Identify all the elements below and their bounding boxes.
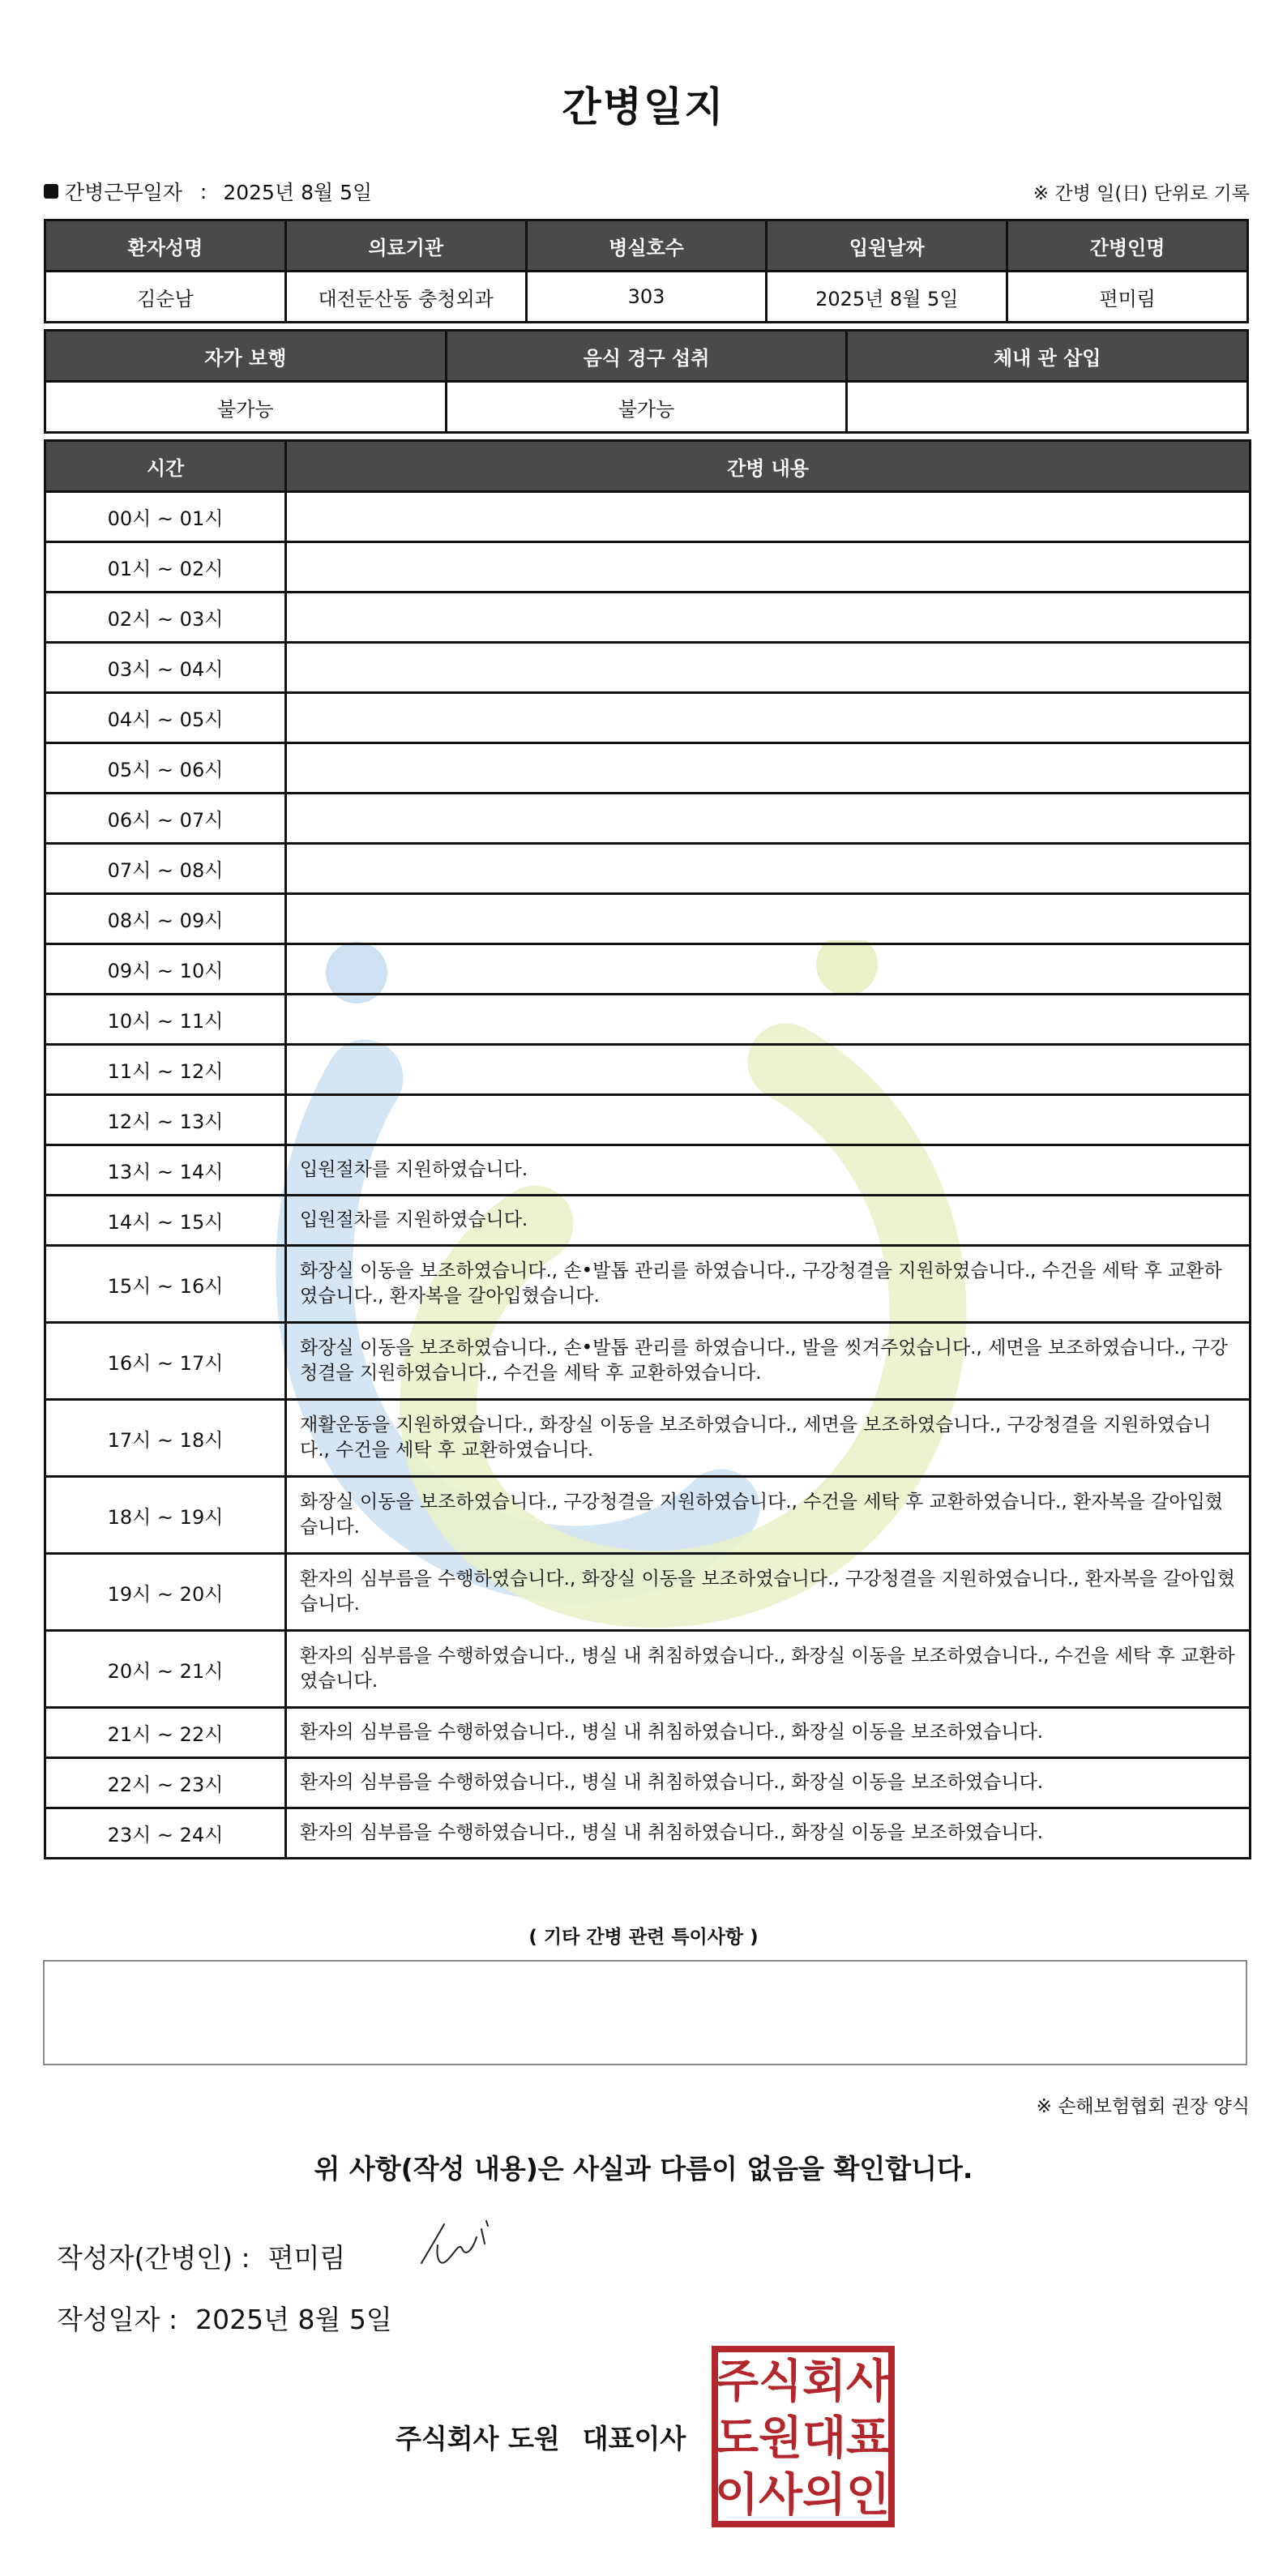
- log-time-cell: 23시 ~ 24시: [45, 1808, 286, 1859]
- log-time-cell: 22시 ~ 23시: [45, 1758, 286, 1808]
- written-date-line: [57, 2299, 392, 2337]
- log-time-cell: 01시 ~ 02시: [45, 542, 286, 593]
- work-date-value: 2025년 8월 5일: [223, 181, 373, 204]
- table-row: [45, 1045, 1251, 1095]
- table-row: [45, 995, 1251, 1045]
- seal-character: 대: [802, 2412, 847, 2465]
- log-content-cell: 화장실 이동을 보조하였습니다., 구강청결을 지원하였습니다., 수건을 세탁 후 교환하였습니다., 환자복을 갈아입혔습니다.: [286, 1477, 1251, 1554]
- table-row: [45, 1708, 1251, 1758]
- table-row: [45, 1758, 1251, 1808]
- room-number: 303: [526, 272, 767, 323]
- log-content-cell: [286, 542, 1251, 593]
- seal-character: 도: [714, 2412, 759, 2465]
- company-ceo-title: 대표이사: [582, 2423, 686, 2454]
- log-content-cell: [286, 894, 1251, 944]
- log-content-cell: [286, 794, 1251, 844]
- log-content-cell: [286, 1095, 1251, 1145]
- log-content-cell: 재활운동을 지원하였습니다., 화장실 이동을 보조하였습니다., 세면을 보조하였습니다., 구강청결을 지원하였습니다., 수건을 세탁 후 교환하였습니다.: [286, 1400, 1251, 1477]
- table-row: [45, 643, 1251, 693]
- log-content-cell: 환자의 심부름을 수행하였습니다., 화장실 이동을 보조하였습니다., 구강청결을 지원하였습니다., 환자복을 갈아입혔습니다.: [286, 1554, 1251, 1631]
- form-source-note: ※ 손해보험협회 권장 양식: [1036, 2096, 1250, 2117]
- header-hospital: 의료기관: [285, 220, 526, 272]
- log-time-cell: 00시 ~ 01시: [45, 492, 286, 542]
- header-room-number: 병실호수: [526, 220, 767, 272]
- table-row: [45, 492, 1251, 542]
- seal-character: 회: [802, 2356, 847, 2408]
- log-content-cell: [286, 593, 1251, 643]
- log-time-cell: 12시 ~ 13시: [45, 1095, 286, 1145]
- table-row: [45, 794, 1251, 844]
- table-row: [45, 593, 1251, 643]
- log-time-cell: 09시 ~ 10시: [45, 944, 286, 995]
- unit-note: ※ 간병 일(日) 단위로 기록: [1033, 183, 1250, 204]
- company-name: 주식회사 도원: [396, 2423, 560, 2454]
- log-time-cell: 16시 ~ 17시: [45, 1323, 286, 1400]
- document-title: 간병일지: [562, 83, 725, 131]
- log-content-cell: [286, 844, 1251, 894]
- log-content-cell: [286, 995, 1251, 1045]
- tube-insertion-value: [847, 382, 1248, 433]
- confirmation-statement: 위 사항(작성 내용)은 사실과 다름이 없음을 확인합니다.: [314, 2153, 973, 2184]
- header-admission-date: 입원날짜: [767, 220, 1007, 272]
- log-content-cell: 화장실 이동을 보조하였습니다., 손•발톱 관리를 하였습니다., 구강청결을 지원하였습니다., 수건을 세탁 후 교환하였습니다., 환자복을 갈아입혔습니다.: [286, 1246, 1251, 1323]
- seal-character: 원: [758, 2412, 803, 2465]
- log-content-cell: 입원절차를 지원하였습니다.: [286, 1145, 1251, 1196]
- log-time-cell: 19시 ~ 20시: [45, 1554, 286, 1631]
- seal-character: 주: [714, 2356, 759, 2408]
- header-oral-intake: 음식 경구 섭취: [446, 331, 847, 382]
- log-time-cell: 13시 ~ 14시: [45, 1145, 286, 1196]
- table-row: [45, 1631, 1251, 1708]
- table-row: [45, 1145, 1251, 1196]
- log-time-cell: 15시 ~ 16시: [45, 1246, 286, 1323]
- admission-date: 2025년 8월 5일: [767, 272, 1007, 323]
- handwritten-signature: [397, 2213, 502, 2278]
- company-line: [396, 2418, 686, 2456]
- header-patient-name: 환자성명: [45, 220, 286, 272]
- header-caregiver-name: 간병인명: [1007, 220, 1248, 272]
- company-seal-stamp: [711, 2345, 896, 2528]
- caregiver-name: 편미림: [1007, 272, 1248, 323]
- log-content-cell: 환자의 심부름을 수행하였습니다., 병실 내 취침하였습니다., 화장실 이동을 보조하였습니다.: [286, 1758, 1251, 1808]
- log-time-cell: 14시 ~ 15시: [45, 1196, 286, 1246]
- log-time-cell: 05시 ~ 06시: [45, 743, 286, 794]
- patient-status-table: [44, 329, 1249, 434]
- work-date-line: [44, 177, 372, 206]
- seal-character: 표: [845, 2412, 891, 2465]
- log-content-cell: 환자의 심부름을 수행하였습니다., 병실 내 취침하였습니다., 화장실 이동을 보조하였습니다.: [286, 1808, 1251, 1859]
- seal-character: 이: [714, 2469, 759, 2522]
- patient-info-table: [44, 219, 1249, 323]
- seal-character: 사: [758, 2469, 803, 2522]
- log-time-cell: 20시 ~ 21시: [45, 1631, 286, 1708]
- log-content-cell: 환자의 심부름을 수행하였습니다., 병실 내 취침하였습니다., 화장실 이동을 보조하였습니다., 수건을 세탁 후 교환하였습니다.: [286, 1631, 1251, 1708]
- log-content-cell: [286, 743, 1251, 794]
- log-time-cell: 17시 ~ 18시: [45, 1400, 286, 1477]
- log-time-cell: 06시 ~ 07시: [45, 794, 286, 844]
- log-content-cell: [286, 1045, 1251, 1095]
- special-notes-title: ( 기타 간병 관련 특이사항 ): [528, 1927, 759, 1948]
- table-row: [45, 743, 1251, 794]
- log-time-cell: 18시 ~ 19시: [45, 1477, 286, 1554]
- header-self-walking: 자가 보행: [45, 331, 447, 382]
- work-date-separator: :: [199, 179, 207, 203]
- seal-character: 인: [845, 2469, 891, 2522]
- work-date-label: 간병근무일자: [65, 181, 182, 204]
- patient-name: 김순남: [45, 272, 286, 323]
- seal-character: 사: [845, 2356, 891, 2408]
- table-row: [45, 1246, 1251, 1323]
- seal-character: 의: [802, 2469, 847, 2522]
- log-time-cell: 04시 ~ 05시: [45, 693, 286, 743]
- self-walking-value: 불가능: [45, 382, 447, 433]
- writer-name: 편미림: [267, 2242, 346, 2274]
- table-row: [45, 1400, 1251, 1477]
- writer-line: [57, 2237, 345, 2275]
- table-row: [45, 844, 1251, 894]
- written-date-label: 작성일자 :: [57, 2304, 178, 2335]
- seal-character: 식: [758, 2356, 803, 2408]
- table-row: [45, 1477, 1251, 1554]
- log-time-cell: 10시 ~ 11시: [45, 995, 286, 1045]
- table-row: [45, 542, 1251, 593]
- log-time-cell: 07시 ~ 08시: [45, 844, 286, 894]
- table-row: [45, 894, 1251, 944]
- bullet-square-icon: [44, 184, 58, 199]
- log-time-cell: 02시 ~ 03시: [45, 593, 286, 643]
- table-row: [45, 693, 1251, 743]
- header-time: 시간: [45, 441, 286, 492]
- hospital-name: 대전둔산동 충청외과: [285, 272, 526, 323]
- log-content-cell: [286, 693, 1251, 743]
- care-log-table: [44, 439, 1251, 1859]
- log-content-cell: 입원절차를 지원하였습니다.: [286, 1196, 1251, 1246]
- written-date-value: 2025년 8월 5일: [195, 2304, 392, 2335]
- table-row: [45, 1095, 1251, 1145]
- log-time-cell: 08시 ~ 09시: [45, 894, 286, 944]
- log-time-cell: 11시 ~ 12시: [45, 1045, 286, 1095]
- header-care-content: 간병 내용: [286, 441, 1251, 492]
- log-content-cell: [286, 492, 1251, 542]
- log-content-cell: [286, 643, 1251, 693]
- table-row: [45, 1808, 1251, 1859]
- table-row: [45, 1323, 1251, 1400]
- table-row: [45, 1196, 1251, 1246]
- log-time-cell: 21시 ~ 22시: [45, 1708, 286, 1758]
- special-notes-box: [43, 1960, 1247, 2065]
- care-log-body: [45, 492, 1251, 1859]
- writer-label: 작성자(간병인) :: [57, 2242, 250, 2274]
- log-content-cell: 화장실 이동을 보조하였습니다., 손•발톱 관리를 하였습니다., 발을 씻겨주었습니다., 세면을 보조하였습니다., 구강청결을 지원하였습니다., 수건을 세탁 후 교환하였습니다.: [286, 1323, 1251, 1400]
- oral-intake-value: 불가능: [446, 382, 847, 433]
- table-row: [45, 1554, 1251, 1631]
- table-row: [45, 944, 1251, 995]
- log-content-cell: 환자의 심부름을 수행하였습니다., 병실 내 취침하였습니다., 화장실 이동을 보조하였습니다.: [286, 1708, 1251, 1758]
- log-time-cell: 03시 ~ 04시: [45, 643, 286, 693]
- log-content-cell: [286, 944, 1251, 995]
- header-tube-insertion: 체내 관 삽입: [847, 331, 1248, 382]
